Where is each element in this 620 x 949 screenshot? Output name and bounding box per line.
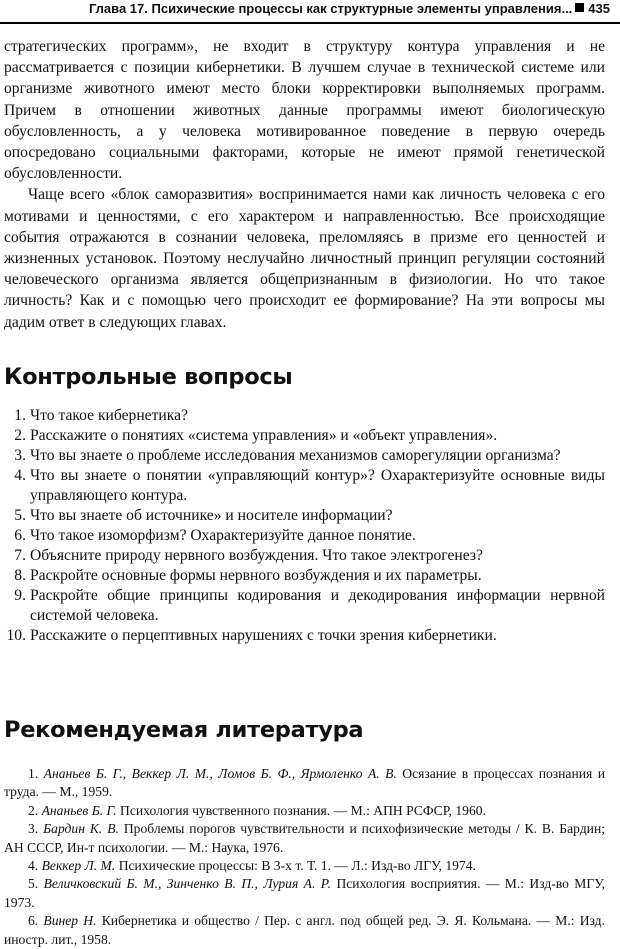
square-bullet-icon bbox=[575, 3, 584, 12]
literature-authors: Винер Н. bbox=[43, 913, 97, 929]
paragraph: Чаще всего «блок саморазвития» воспринимается нами как личность человека с его мотивами и ценностями, с его характером и направленностью. Все происходящие события отражаются в сознании человека, преломляясь в призме его ценностей и жизненных установок. Поэтому неслучайно личностный принцип регуляции состояний человеческого организма является общепризнанным в физиологии. Но что такое личность? Как и с помощью чего происходит ее формирование? На эти вопросы мы дадим ответ в следующих главах. bbox=[4, 186, 605, 331]
question-text: Раскройте общие принципы кодирования и декодирования информации нервной системой человека. bbox=[30, 587, 605, 624]
questions-heading: Контрольные вопросы bbox=[4, 364, 293, 390]
question-item bbox=[4, 506, 605, 526]
question-text: Что такое кибернетика? bbox=[30, 407, 188, 424]
paragraph: стратегических программ», не входит в структуру контура управления и не рассматривается с позиции кибернетики. В лучшем случае в технической системе или организме животного имеют место блоки корректировки выполняемых программ. Причем в отношении животных данные программы имеют биологическую обусловленность, а у человека мотивированное поведение в первую очередь опосредовано социальными факторами, которые не имеют прямой генетической обусловленности. bbox=[4, 38, 605, 183]
literature-text: Осязание в процессах познания и труда. — М., 1959. bbox=[4, 766, 605, 800]
question-text: Расскажите о понятиях «система управления» и «объект управления». bbox=[30, 427, 498, 444]
literature-text: Психология чувственного познания. — М.: АПН РСФСР, 1960. bbox=[120, 802, 486, 818]
question-number: 4. bbox=[14, 467, 26, 484]
page-number: 435 bbox=[588, 1, 610, 16]
question-number: 1. bbox=[14, 407, 26, 424]
question-item bbox=[4, 426, 605, 446]
questions-list bbox=[4, 406, 605, 646]
question-number: 7. bbox=[14, 547, 26, 564]
literature-heading: Рекомендуемая литература bbox=[4, 717, 364, 743]
body-text bbox=[4, 36, 605, 333]
question-number: 8. bbox=[14, 567, 26, 584]
literature-authors: Бардин К. В. bbox=[43, 821, 119, 837]
running-header-text bbox=[14, 1, 610, 16]
question-number: 10. bbox=[6, 627, 26, 644]
literature-authors: Ананьев Б. Г. bbox=[41, 802, 117, 818]
literature-number: 2. bbox=[28, 802, 39, 818]
literature-item bbox=[4, 765, 605, 802]
question-item bbox=[4, 546, 605, 566]
question-item bbox=[4, 446, 605, 466]
question-number: 3. bbox=[14, 447, 26, 464]
question-text: Объясните природу нервного возбуждения. Что такое электрогенез? bbox=[30, 547, 483, 564]
literature-list bbox=[4, 765, 605, 949]
literature-authors: Ананьев Б. Г., Веккер Л. М., Ломов Б. Ф., Ярмоленко А. В. bbox=[43, 766, 397, 781]
literature-number: 3. bbox=[28, 821, 39, 837]
chapter-title: Глава 17. Психические процессы как структурные элементы управления... bbox=[88, 1, 573, 16]
running-header bbox=[0, 0, 620, 24]
literature-number: 6. bbox=[28, 913, 39, 929]
literature-text: Кибернетика и общество / Пер. с англ. под общей ред. Э. Я. Кольмана. — М.: Изд. иностр. лит., 1958. bbox=[4, 913, 605, 947]
literature-authors: Веккер Л. М. bbox=[41, 858, 116, 874]
question-text: Что такое изоморфизм? Охарактеризуйте данное понятие. bbox=[30, 527, 416, 544]
literature-item bbox=[4, 802, 605, 820]
literature-item bbox=[4, 857, 605, 875]
question-item bbox=[4, 526, 605, 546]
literature-number: 4. bbox=[28, 858, 39, 874]
question-number: 9. bbox=[14, 587, 26, 604]
question-number: 2. bbox=[14, 427, 26, 444]
literature-number: 5. bbox=[28, 876, 39, 892]
question-item bbox=[4, 566, 605, 586]
question-text: Что вы знаете об источнике» и носителе информации? bbox=[30, 507, 393, 524]
literature-text: Психология восприятия. — М.: Изд-во МГУ, 1973. bbox=[4, 876, 606, 910]
literature-text: Психические процессы: В 3-х т. Т. 1. — Л.: Изд-во ЛГУ, 1974. bbox=[118, 858, 476, 874]
question-text: Расскажите о перцептивных нарушениях с точки зрения кибернетики. bbox=[30, 627, 497, 644]
literature-item bbox=[4, 912, 605, 949]
literature-authors: Величковский Б. М., Зинченко В. П., Лурия А. Р. bbox=[43, 876, 332, 892]
literature-number: 1. bbox=[28, 766, 39, 781]
question-number: 6. bbox=[14, 527, 26, 544]
question-text: Раскройте основные формы нервного возбуждения и их параметры. bbox=[30, 567, 482, 584]
question-item bbox=[4, 626, 605, 646]
literature-item bbox=[4, 820, 605, 857]
question-item bbox=[4, 586, 605, 626]
literature-text: Проблемы порогов чувствительности и психофизические методы / К. В. Бардин; АН СССР, Ин-т психологии. — М.: Наука, 1976. bbox=[4, 821, 606, 855]
question-text: Что вы знаете о проблеме исследования механизмов саморегуляции организма? bbox=[30, 447, 561, 464]
question-text: Что вы знаете о понятии «управляющий контур»? Охарактеризуйте основные виды управляющего контура. bbox=[30, 467, 605, 504]
question-item bbox=[4, 466, 605, 506]
question-item bbox=[4, 406, 605, 426]
literature-item bbox=[4, 875, 605, 912]
question-number: 5. bbox=[14, 507, 26, 524]
